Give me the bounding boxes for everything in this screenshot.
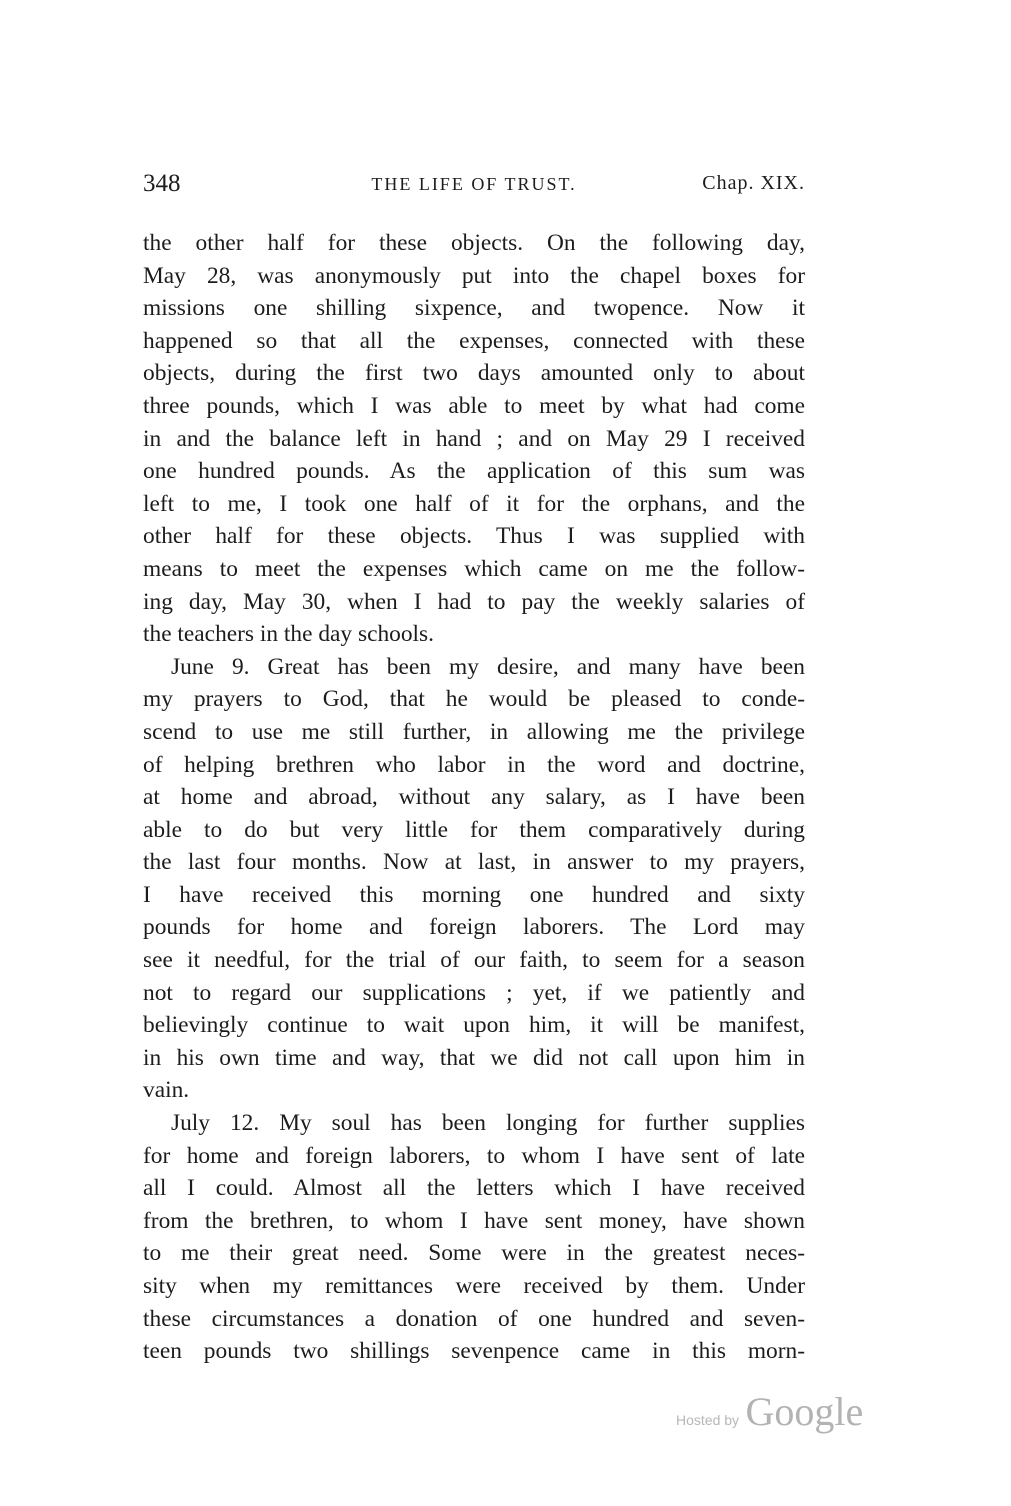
text-line: three pounds, which I was able to meet by what had come xyxy=(143,392,805,419)
text-line: in his own time and way, that we did not call upon him in xyxy=(143,1044,805,1071)
text-line: June 9. Great has been my desire, and many have been xyxy=(171,653,805,680)
chapter-label: Chap. XIX. xyxy=(702,172,805,194)
text-line: believingly continue to wait upon him, it will be manifest, xyxy=(143,1012,805,1039)
text-line: for home and foreign laborers, to whom I have sent of late xyxy=(143,1142,805,1169)
text-line: to me their great need. Some were in the greatest neces- xyxy=(143,1240,805,1267)
hosted-by-label: Hosted by xyxy=(676,1412,740,1428)
text-line: means to meet the expenses which came on me the follow- xyxy=(143,555,805,582)
text-line: vain. xyxy=(143,1077,190,1104)
text-line: I have received this morning one hundred and sixty xyxy=(143,881,805,908)
text-line: one hundred pounds. As the application of this sum was xyxy=(143,458,805,485)
text-line: missions one shilling sixpence, and twopence. Now it xyxy=(143,295,805,322)
text-line: the teachers in the day schools. xyxy=(143,621,434,648)
text-line: May 28, was anonymously put into the chapel boxes for xyxy=(143,262,805,289)
text-line: other half for these objects. Thus I was supplied with xyxy=(143,523,805,550)
text-line: ing day, May 30, when I had to pay the weekly salaries of xyxy=(143,588,805,615)
google-logo: Google xyxy=(745,1389,864,1434)
text-line: the other half for these objects. On the following day, xyxy=(143,230,805,256)
text-line: able to do but very little for them comparatively during xyxy=(143,816,805,843)
text-line: in and the balance left in hand ; and on May 29 I received xyxy=(143,425,805,452)
text-line: from the brethren, to whom I have sent money, have shown xyxy=(143,1207,805,1234)
text-line: see it needful, for the trial of our faith, to seem for a season xyxy=(143,947,805,974)
text-line: sity when my remittances were received by them. Under xyxy=(143,1273,805,1299)
text-line: these circumstances a donation of one hundred and seven- xyxy=(143,1305,805,1332)
page-header xyxy=(143,170,805,206)
text-line: the last four months. Now at last, in answer to my prayers, xyxy=(143,849,805,876)
page-number: 348 xyxy=(143,170,181,197)
text-line: objects, during the first two days amounted only to about xyxy=(143,360,805,387)
hosted-by-watermark xyxy=(676,1388,886,1438)
text-line: July 12. My soul has been longing for further supplies xyxy=(171,1110,805,1137)
text-line: not to regard our supplications ; yet, if we patiently and xyxy=(143,979,805,1006)
body-text xyxy=(143,227,805,1368)
text-line: of helping brethren who labor in the word and doctrine, xyxy=(143,751,805,778)
text-line: happened so that all the expenses, connected with these xyxy=(143,327,805,354)
text-line: scend to use me still further, in allowing me the privilege xyxy=(143,718,805,745)
running-title: THE LIFE OF TRUST. xyxy=(371,174,577,194)
text-line: at home and abroad, without any salary, as I have been xyxy=(143,784,805,811)
text-line: all I could. Almost all the letters which I have received xyxy=(143,1175,805,1202)
text-line: left to me, I took one half of it for the orphans, and the xyxy=(143,490,805,517)
text-line: my prayers to God, that he would be pleased to conde- xyxy=(143,686,805,713)
text-line: pounds for home and foreign laborers. The Lord may xyxy=(143,914,805,941)
text-line: teen pounds two shillings sevenpence came in this morn- xyxy=(143,1338,805,1365)
